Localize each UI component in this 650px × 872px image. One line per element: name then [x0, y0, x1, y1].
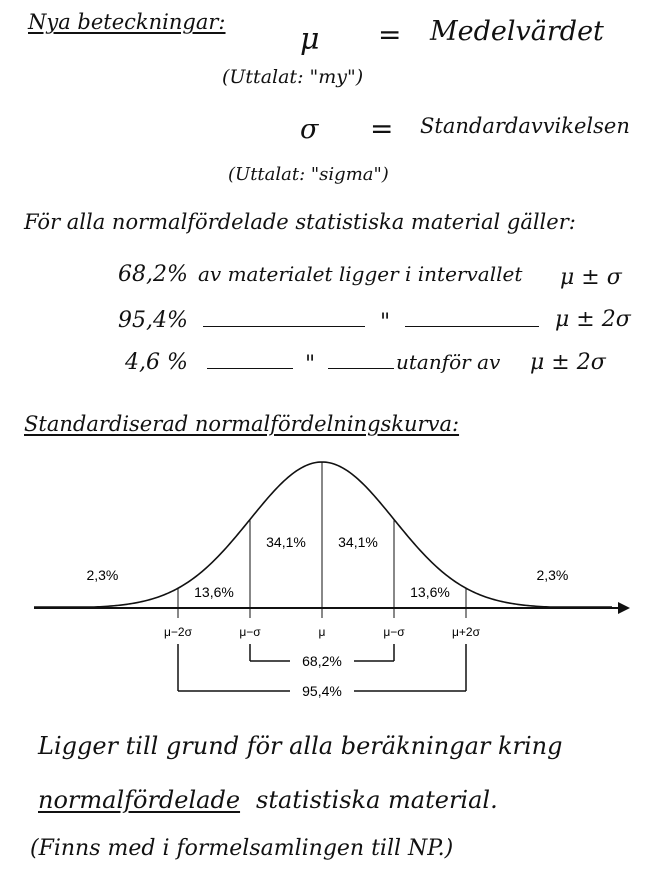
x-axis-arrow [618, 602, 630, 614]
sigma-pronunciation: (Uttalat: "sigma") [228, 164, 389, 185]
rule3-interval: μ ± 2σ [530, 350, 606, 375]
mu-meaning: Medelvärdet [430, 16, 604, 47]
region-label-5: 13,6% [410, 584, 450, 600]
footer-line1: Ligger till grund för alla beräkningar kring [38, 732, 563, 760]
x-tick-label-1: μ−2σ [163, 625, 193, 639]
rule3-percent: 4,6 % [125, 350, 188, 375]
x-tick-label-2: μ−σ [239, 625, 261, 639]
mu-equals: = [378, 18, 402, 51]
sigma-equals: = [370, 112, 394, 145]
bracket-label-1: 68,2% [302, 653, 342, 669]
mu-pronunciation: (Uttalat: "my") [222, 66, 364, 88]
rule3-ditto: " [305, 352, 316, 377]
region-label-4: 34,1% [338, 534, 378, 550]
curve-heading: Standardiserad normalfördelningskurva: [24, 412, 460, 436]
rule1-text: av materialet ligger i intervallet [198, 262, 523, 286]
region-label-6: 2,3% [536, 567, 569, 583]
rule2-interval: μ ± 2σ [555, 307, 631, 332]
mark-layer [86, 462, 568, 699]
rule-intro: För alla normalfördelade statistiska material gäller: [24, 210, 576, 234]
rule1-interval: μ ± σ [560, 265, 622, 290]
rule2-percent: 95,4% [118, 308, 188, 333]
x-tick-label-5: μ+2σ [451, 625, 481, 639]
x-tick-label-3: μ [318, 625, 326, 639]
bracket-label-2: 95,4% [302, 683, 342, 699]
x-tick-label-4: μ−σ [383, 625, 405, 639]
footer-line2-rest: statistiska material. [256, 786, 498, 814]
rule1-percent: 68,2% [118, 262, 188, 287]
rule2-ditto: " [380, 310, 391, 335]
curve-layer [34, 462, 630, 614]
heading-new-notation: Nya beteckningar: [28, 10, 226, 34]
rule3-text: utanför av [396, 350, 501, 374]
footer-note: (Finns med i formelsamlingen till NP.) [30, 836, 454, 861]
region-label-1: 2,3% [86, 567, 119, 583]
region-label-2: 13,6% [194, 584, 234, 600]
mu-symbol: μ [300, 22, 320, 57]
sigma-meaning: Standardavvikelsen [420, 114, 630, 138]
footer-underlined-word: normalfördelade [38, 786, 241, 814]
region-label-3: 34,1% [266, 534, 306, 550]
sigma-symbol: σ [300, 114, 319, 145]
normal-curve [34, 462, 612, 607]
